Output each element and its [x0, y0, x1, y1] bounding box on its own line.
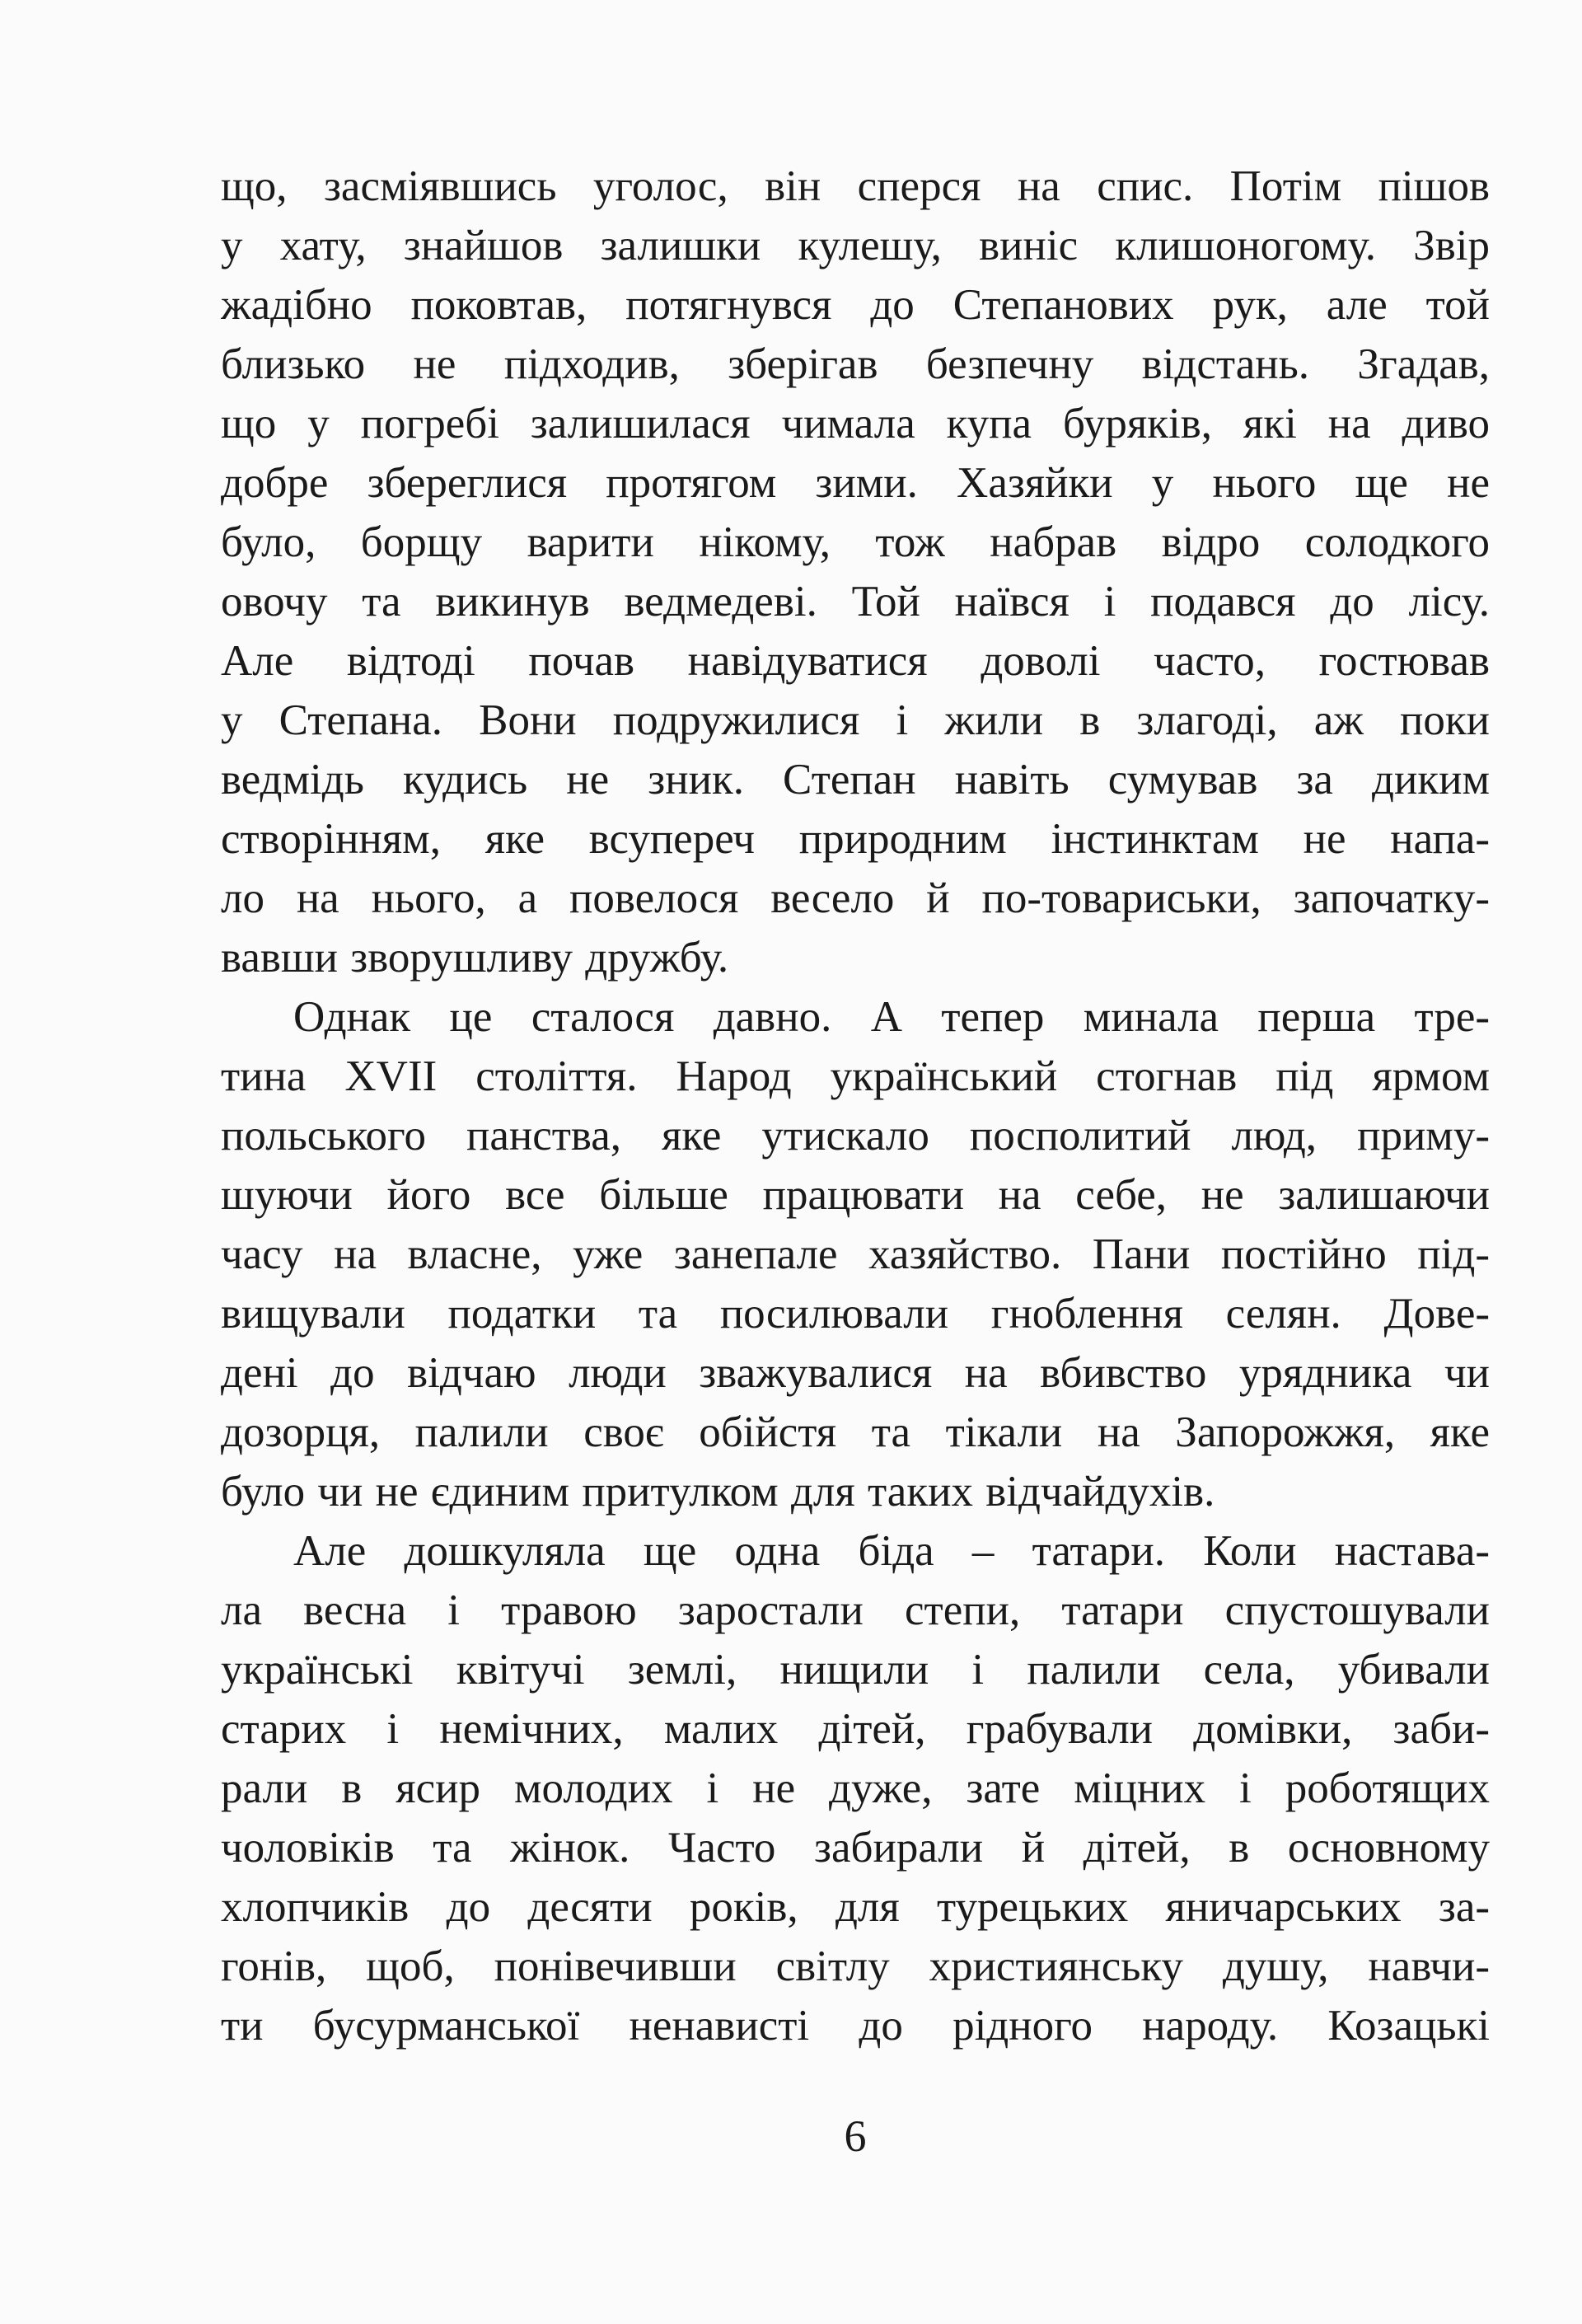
text-line: дозорця, палили своє обійстя та тікали на Запорожжя, яке — [221, 1408, 1490, 1456]
text-line: овочу та викинув ведмедеві. Той наївся і подався до лісу. — [221, 578, 1490, 626]
text-line: старих і немічних, малих дітей, грабували домівки, заби- — [221, 1705, 1490, 1753]
text-line: вищували податки та посилювали гноблення селян. Дове- — [221, 1290, 1490, 1338]
text-line: створінням, яке всупереч природним інстинктам не напа- — [221, 815, 1490, 863]
page-text — [221, 157, 1490, 2055]
text-line: було, борщу варити нікому, тож набрав відро солодкого — [221, 518, 1490, 566]
text-line: що у погребі залишилася чимала купа буряків, які на диво — [221, 400, 1490, 447]
text-line: гонів, щоб, понівечивши світлу християнську душу, навчи- — [221, 1942, 1490, 1990]
text-line: у хату, знайшов залишки кулешу, виніс клишоногому. Звір — [221, 222, 1490, 269]
text-line: добре збереглися протягом зими. Хазяйки у нього ще не — [221, 459, 1490, 507]
text-line: шуючи його все більше працювати на себе, не залишаючи — [221, 1171, 1490, 1219]
text-line: було чи не єдиним притулком для таких відчайдухів. — [221, 1468, 1215, 1516]
text-line: близько не підходив, зберігав безпечну відстань. Згадав, — [221, 340, 1490, 388]
page-number: 6 — [844, 2111, 867, 2161]
text-line: ти бусурманської ненависті до рідного народу. Козацькі — [221, 2002, 1490, 2050]
text-line: польського панства, яке утискало посполитий люд, приму- — [221, 1112, 1490, 1160]
text-line: Але дошкуляла ще одна біда – татари. Коли настава- — [293, 1527, 1490, 1575]
text-line: Але відтоді почав навідуватися доволі часто, гостював — [221, 637, 1490, 685]
text-line: хлопчиків до десяти років, для турецьких яничарських за- — [221, 1883, 1490, 1931]
text-line: ло на нього, а повелося весело й по-товариськи, започатку- — [221, 874, 1490, 922]
text-line: українські квітучі землі, нищили і палили села, убивали — [221, 1646, 1490, 1694]
text-line: у Степана. Вони подружилися і жили в злагоді, аж поки — [221, 696, 1490, 744]
text-line: чоловіків та жінок. Часто забирали й дітей, в основному — [221, 1824, 1490, 1872]
text-line: вавши зворушливу дружбу. — [221, 934, 729, 982]
text-line: дені до відчаю люди зважувалися на вбивство урядника чи — [221, 1349, 1490, 1397]
text-line: що, засміявшись уголос, він сперся на спис. Потім пішов — [221, 162, 1490, 210]
text-line: ла весна і травою заростали степи, татари спустошували — [221, 1586, 1490, 1634]
text-line: рали в ясир молодих і не дуже, зате міцних і роботящих — [221, 1764, 1490, 1812]
text-line: жадібно поковтав, потягнувся до Степанових рук, але той — [221, 281, 1490, 329]
text-line: Однак це сталося давно. А тепер минала перша тре- — [293, 993, 1490, 1041]
text-line: тина XVII століття. Народ український стогнав під ярмом — [221, 1052, 1490, 1100]
text-line: ведмідь кудись не зник. Степан навіть сумував за диким — [221, 756, 1490, 804]
text-line: часу на власне, уже занепале хазяйство. Пани постійно під- — [221, 1230, 1490, 1278]
